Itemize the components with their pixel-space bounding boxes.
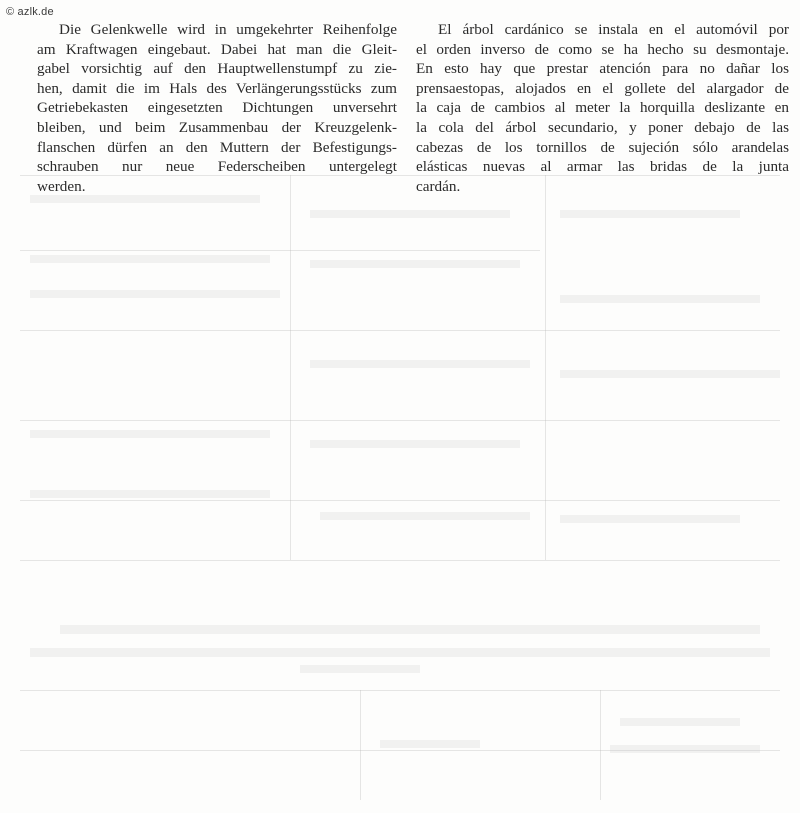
bleed-smudge [300,665,420,673]
text-line: El árbol cardánico se instala en el automóvil por [438,21,789,38]
text-line: el orden inverso de como se ha hecho su desmontaje. [416,40,789,58]
bleed-smudge [620,718,740,726]
watermark: © azlk.de [6,6,54,18]
bleed-rule [20,500,780,501]
text-line: En esto hay que prestar atención para no dañar los [416,60,789,78]
bleed-rule [20,250,540,251]
spanish-text-column [416,20,789,196]
bleed-rule [545,175,546,560]
bleed-rule [290,175,291,560]
bleed-rule [20,420,780,421]
bleed-smudge [560,515,740,523]
bleed-smudge [310,260,520,268]
bleed-smudge [310,360,530,368]
bleed-smudge [30,490,270,498]
bleed-smudge [30,290,280,298]
text-line: la cola del árbol secundario, y poner debajo de las [416,118,789,136]
bleed-smudge [60,625,760,634]
text-line: Getriebekasten eingesetzten Dichtungen unversehrt [37,99,397,117]
bleed-smudge [30,430,270,438]
bleed-smudge [380,740,480,748]
bleed-smudge [560,210,740,218]
bleed-rule [360,690,361,800]
bleed-smudge [320,512,530,520]
text-line: Die Gelenkwelle wird in umgekehrter Reihenfolge [59,21,397,38]
text-line: gabel vorsichtig auf den Hauptwellenstumpf zu zie- [37,60,397,78]
text-line: cardán. [416,177,461,195]
text-line: la caja de cambios al meter la horquilla deslizante en [416,99,789,117]
text-line: prensaestopas, alojados en el gollete del alargador de [416,79,789,97]
bleed-rule [20,690,780,691]
text-line: hen, damit die im Hals des Verlängerungsstücks zum [37,79,397,97]
german-text-column [37,20,397,196]
text-line: cabezas de los tornillos de sujeción sólo arandelas [416,138,789,156]
bleed-smudge [610,745,760,753]
bleed-smudge [310,440,520,448]
bleed-smudge [30,255,270,263]
text-line: flanschen dürfen an den Muttern der Befestigungs- [37,138,397,156]
text-line: elásticas nuevas al armar las bridas de la junta [416,158,789,176]
bleed-rule [20,560,780,561]
bleed-smudge [560,295,760,303]
text-line: bleiben, und beim Zusammenbau der Kreuzgelenk- [37,118,397,136]
text-line: schrauben nur neue Federscheiben untergelegt [37,158,397,176]
bleed-rule [20,330,780,331]
bleed-smudge [30,648,770,657]
text-line: am Kraftwagen eingebaut. Dabei hat man die Gleit- [37,40,397,58]
bleed-rule [600,690,601,800]
text-line: werden. [37,177,86,195]
bleed-smudge [310,210,510,218]
bleed-smudge [560,370,780,378]
